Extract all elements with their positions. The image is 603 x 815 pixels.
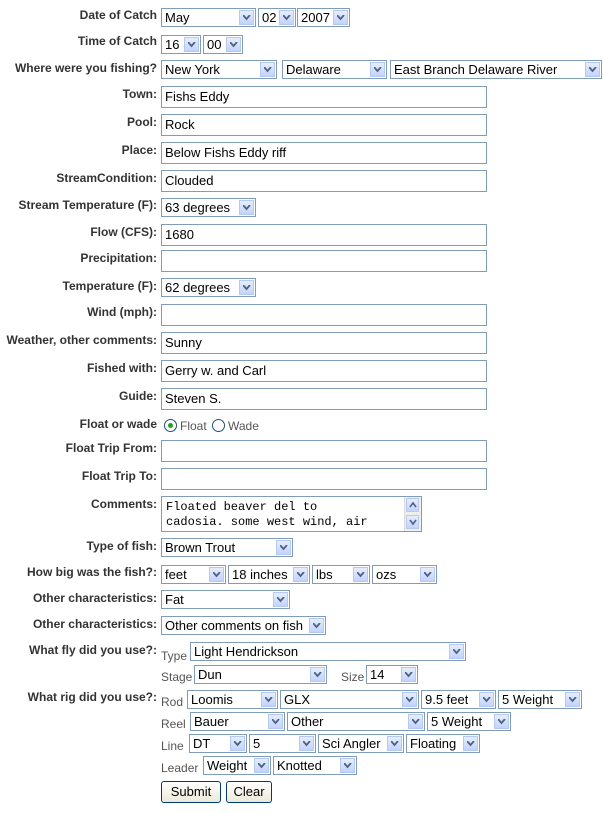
chevron-down-icon — [239, 10, 254, 25]
label-stream-temperature: Stream Temperature (F): — [18, 198, 157, 212]
fly-size-label: Size — [341, 670, 365, 684]
chevron-down-icon — [254, 758, 269, 773]
label-other-characteristics-1: Other characteristics: — [32, 591, 157, 605]
scroll-up-button[interactable] — [406, 498, 419, 512]
chevron-down-icon — [402, 692, 417, 707]
chevron-down-icon — [340, 758, 355, 773]
other-characteristics-1-select[interactable]: Fat — [161, 590, 290, 609]
chevron-down-icon — [565, 692, 580, 707]
weight-ozs-select[interactable]: ozs — [372, 565, 437, 584]
label-time-of-catch: Time of Catch — [77, 34, 157, 48]
chevron-down-icon — [479, 692, 494, 707]
float-radio[interactable] — [164, 419, 177, 432]
leader-1-select[interactable]: Weight — [203, 756, 271, 775]
label-pool: Pool: — [127, 115, 157, 129]
line-brand-select[interactable]: Sci Angler — [318, 734, 404, 753]
label-flow: Flow (CFS): — [90, 225, 157, 239]
chevron-down-icon — [299, 736, 314, 751]
chevron-down-icon — [309, 618, 324, 633]
reel-weight-select[interactable]: 5 Weight — [427, 712, 511, 731]
leader-label: Leader — [161, 761, 199, 775]
chevron-down-icon — [239, 280, 254, 295]
label-float-trip-to: Float Trip To: — [81, 469, 157, 483]
hour-select[interactable]: 16 — [161, 35, 201, 54]
label-place: Place: — [121, 143, 157, 157]
submit-button[interactable]: Submit — [161, 781, 221, 803]
rod-label: Rod — [161, 695, 184, 709]
stream-temperature-select[interactable]: 63 degrees — [161, 198, 256, 217]
comments-line-2: cadosia. some west wind, air — [166, 515, 368, 529]
wind-input[interactable] — [161, 304, 487, 326]
comments-line-1: Floated beaver del to — [166, 500, 318, 514]
label-other-characteristics-2: Other characteristics: — [32, 617, 157, 631]
chevron-down-icon — [226, 37, 241, 52]
place-input[interactable]: Below Fishs Eddy riff — [161, 142, 487, 164]
other-characteristics-2-select[interactable]: Other comments on fish — [161, 616, 326, 635]
precipitation-input[interactable] — [161, 250, 487, 272]
month-select[interactable]: May — [161, 8, 256, 27]
chevron-down-icon — [310, 667, 325, 682]
chevron-down-icon — [420, 567, 435, 582]
radio-selected-dot — [168, 423, 173, 428]
leader-2-select[interactable]: Knotted — [273, 756, 357, 775]
chevron-down-icon — [353, 567, 368, 582]
label-guide: Guide: — [119, 389, 157, 403]
chevron-down-icon — [268, 714, 283, 729]
label-how-big: How big was the fish?: — [26, 565, 157, 579]
label-date-of-catch: Date of Catch — [79, 8, 157, 22]
fly-stage-label: Stage — [161, 670, 193, 684]
clear-button[interactable]: Clear — [226, 781, 272, 803]
chevron-down-icon — [387, 736, 402, 751]
float-trip-to-input[interactable] — [161, 468, 487, 490]
line-taper-select[interactable]: DT — [189, 734, 247, 753]
label-what-rig: What rig did you use?: — [27, 690, 157, 704]
line-weight-select[interactable]: 5 — [249, 734, 316, 753]
weather-input[interactable]: Sunny — [161, 332, 487, 354]
rod-model-select[interactable]: GLX — [280, 690, 419, 709]
chevron-down-icon — [494, 714, 509, 729]
line-type-select[interactable]: Floating — [406, 734, 480, 753]
chevron-down-icon — [333, 10, 348, 25]
label-stream-condition: StreamCondition: — [56, 171, 157, 185]
length-inches-select[interactable]: 18 inches — [228, 565, 310, 584]
label-what-fly: What fly did you use?: — [29, 643, 157, 657]
chevron-down-icon — [401, 667, 416, 682]
reel-brand-select[interactable]: Bauer — [190, 712, 285, 731]
label-type-of-fish: Type of fish: — [86, 539, 157, 553]
scroll-down-button[interactable] — [406, 515, 419, 529]
rod-length-select[interactable]: 9.5 feet — [421, 690, 496, 709]
comments-scrollbar[interactable] — [404, 497, 421, 531]
chevron-down-icon — [279, 10, 294, 25]
label-where-fishing: Where were you fishing? — [14, 61, 157, 75]
chevron-down-icon — [230, 736, 245, 751]
label-temperature: Temperature (F): — [62, 279, 157, 293]
state-select[interactable]: New York — [161, 60, 277, 79]
flow-input[interactable]: 1680 — [161, 224, 487, 246]
chevron-down-icon — [209, 567, 224, 582]
chevron-down-icon — [370, 62, 385, 77]
fished-with-input[interactable]: Gerry w. and Carl — [161, 360, 487, 382]
stream-condition-input[interactable]: Clouded — [161, 170, 487, 192]
label-wind: Wind (mph): — [87, 305, 157, 319]
comments-textarea[interactable] — [161, 496, 422, 532]
fly-type-select[interactable]: Light Hendrickson — [190, 642, 466, 661]
county-select[interactable]: Delaware — [282, 60, 387, 79]
reel-model-select[interactable]: Other — [287, 712, 425, 731]
chevron-down-icon — [463, 736, 478, 751]
chevron-down-icon — [276, 540, 291, 555]
line-label: Line — [161, 739, 184, 753]
float-trip-from-input[interactable] — [161, 440, 487, 462]
chevron-down-icon — [273, 592, 288, 607]
label-town: Town: — [122, 87, 157, 101]
pool-input[interactable]: Rock — [161, 114, 487, 136]
chevron-down-icon — [408, 714, 423, 729]
river-select[interactable]: East Branch Delaware River — [390, 60, 602, 79]
fly-stage-select[interactable]: Dun — [194, 665, 327, 684]
temperature-select[interactable]: 62 degrees — [161, 278, 256, 297]
label-precipitation: Precipitation: — [80, 251, 157, 265]
town-input[interactable]: Fishs Eddy — [161, 86, 487, 108]
wade-radio[interactable] — [212, 419, 225, 432]
label-float-trip-from: Float Trip From: — [65, 441, 157, 455]
rod-weight-select[interactable]: 5 Weight — [498, 690, 582, 709]
chevron-down-icon — [239, 200, 254, 215]
chevron-down-icon — [585, 62, 600, 77]
minute-select[interactable]: 00 — [203, 35, 243, 54]
type-of-fish-select[interactable]: Brown Trout — [161, 538, 293, 557]
day-select[interactable]: 02 — [258, 8, 296, 27]
weight-lbs-select[interactable]: lbs — [312, 565, 370, 584]
chevron-down-icon — [293, 567, 308, 582]
float-option-label: Float — [180, 419, 207, 433]
label-weather: Weather, other comments: — [6, 333, 157, 347]
chevron-down-icon — [449, 644, 464, 659]
fly-type-label: Type — [161, 649, 188, 663]
length-feet-select[interactable]: feet — [161, 565, 226, 584]
chevron-down-icon — [184, 37, 199, 52]
guide-input[interactable]: Steven S. — [161, 388, 487, 410]
label-comments: Comments: — [90, 497, 157, 511]
chevron-down-icon — [260, 62, 275, 77]
reel-label: Reel — [161, 717, 186, 731]
year-select[interactable]: 2007 — [297, 8, 350, 27]
chevron-down-icon — [261, 692, 276, 707]
fly-size-select[interactable]: 14 — [366, 665, 418, 684]
wade-option-label: Wade — [228, 419, 259, 433]
label-float-or-wade: Float or wade — [79, 417, 157, 431]
rod-brand-select[interactable]: Loomis — [187, 690, 278, 709]
label-fished-with: Fished with: — [87, 361, 157, 375]
